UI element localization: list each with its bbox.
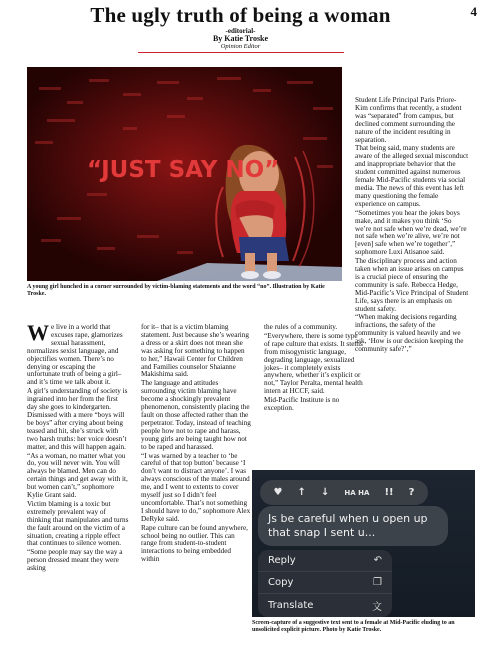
girl-left-shoe <box>241 271 259 279</box>
girl-right-shoe <box>263 271 281 279</box>
copy-icon: ❐ <box>373 577 382 588</box>
column-1-paragraph: “Some people may say the way a person dressed meant they were asking <box>27 548 123 573</box>
haha-reaction-icon[interactable]: HA HA <box>344 488 370 497</box>
reaction-bar <box>260 480 428 505</box>
column-1-paragraph: “As a woman, no matter what you do, you will never win. You will always be blamed. Men can do certain things and get away with it, but women can’t,” sophomore Kylie Grant said. <box>27 451 128 500</box>
paragraph-text: e live in a world that excuses rape, glamorizes sexual harassment, normalizes sexist language, and objectifies women. There’s no denying or escaping the unfortunate truth of being a girl– and it’s time we talk about it. <box>27 323 123 387</box>
headline: The ugly truth of being a woman <box>90 3 391 27</box>
column-3-paragraph: “Everywhere, there is some type of rape culture that exists. It stems from misogynistic language, degrading language, sexualized jokes– it completely exists anywhere, whether it’s explicit or not,” Taylor Peralta, mental health intern at HCCF, said. <box>264 331 363 396</box>
heart-reaction-icon[interactable]: ♥ <box>273 487 283 498</box>
kicker: -editorial- <box>225 27 256 35</box>
emphasis-reaction-icon[interactable]: !! <box>384 487 394 498</box>
column-4-paragraph: That being said, many students are aware of the alleged sexual misconduct and inappropriate behavior that the student committed against numerous female Mid-Pacific students via social media. The news of this event has left many questioning the female experience on campus. <box>355 144 469 208</box>
menu-item-reply[interactable] <box>258 550 392 572</box>
message-context-menu <box>258 550 392 617</box>
article-column-3 <box>264 324 364 414</box>
message-screenshot <box>252 470 475 617</box>
page-number: 4 <box>470 4 477 19</box>
column-4-paragraph: “When making decisions regarding infractions, the safety of the community is valued heavily and we ask, ‘How is our decision keeping the community safe?’,” <box>355 313 464 354</box>
menu-item-label: Copy <box>268 577 294 588</box>
column-2-paragraph: “I was warned by a teacher to ‘be careful of that top button’ because ‘I don’t want to distract anyone’. I was always conscious of the males around me, and I went to extents to cover myself just so I didn’t feel uncomfortable. That’s not something I should have to do,” sophomore Alex DeRyke said. <box>141 451 251 523</box>
drop-cap: W <box>27 320 49 345</box>
column-1-paragraph: A girl’s understanding of society is ingrained into her from the first day she goes to kindergarten. Dismissed with a mere “boys will be boys” after crying about being teased and hit, she’s struck with two harsh truths: her voice doesn’t matter, and this will happen again. <box>27 387 128 451</box>
column-4-paragraph: The disciplinary process and action taken when an issue arises on campus is a crucial piece of ensuring the community is safe. Rebecca Hedge, Mid-Pacific’s Vice Principal of Student Life, says there is an emphasis on student safety. <box>355 257 469 313</box>
illustration-caption: A young girl hunched in a corner surrounded by victim-blaming statements and the word “no”. Illustration by Katie Troske. <box>27 284 325 297</box>
byline: By Katie Troske <box>212 34 269 43</box>
column-2-paragraph: for it– that is a victim blaming statement. Just because she’s wearing a dress or a skirt does not mean she was asking for something to happen to her,” Hawaii Center for Children and Families counselor Shaianne Makishima said. <box>141 323 249 379</box>
slogan-text: “JUST SAY NO” <box>87 157 280 183</box>
column-4-paragraph: “Sometimes you hear the jokes boys make, and it makes you think ‘So we’re not safe when we’re dead, we’re not safe when we’re alive, we’re not [even] safe when we’re together’,” sophomore Luxi Atisanoe said. <box>355 208 467 257</box>
message-bubble: Js be careful when u open up that snap I sent u... <box>258 506 448 546</box>
thumbs-down-reaction-icon[interactable]: ↓ <box>320 487 330 498</box>
reply-icon: ↶ <box>373 555 382 566</box>
hero-illustration <box>27 67 342 281</box>
column-2-paragraph: The language and attitudes surrounding victim blaming have become a shockingly prevalent phenomenon, consistently placing the fault on those affected rather than the perpetrator. Today, instead of teaching people how not to rape and harass, young girls are being taught how not to be raped and harassed. <box>141 379 251 451</box>
translate-icon: 文 <box>372 601 382 613</box>
menu-item-label: Reply <box>268 555 296 566</box>
column-3-paragraph: the rules of a community. <box>264 323 338 331</box>
article-column-2 <box>141 324 251 565</box>
author-role: Opinion Editor <box>220 43 261 50</box>
question-reaction-icon[interactable]: ? <box>408 487 415 498</box>
column-3-paragraph: Mid-Pacific Institute is no exception. <box>264 396 340 413</box>
column-2-paragraph: Rape culture can be found anywhere, school being no outlier. This can range from student-to-student interactions to being embedded within <box>141 523 248 564</box>
menu-item-label: Translate <box>268 599 314 611</box>
menu-item-copy[interactable] <box>258 572 392 594</box>
thumbs-up-reaction-icon[interactable]: ↑ <box>297 487 306 498</box>
menu-item-translate[interactable] <box>258 594 392 616</box>
article-column-4 <box>355 97 469 355</box>
column-4-paragraph: Student Life Principal Paris Priore-Kim confirms that recently, a student was “separated” from campus, but declined comment surrounding the nature of the incident resulting in separation. <box>355 96 462 144</box>
column-1-paragraph: Victim blaming is a toxic but extremely prevalent way of thinking that manipulates and turns the fault around on the victim of a situation, creating a ripple effect that continues to silence women. <box>27 499 129 548</box>
screenshot-caption: Screen-capture of a suggestive text sent to a female at Mid-Pacific eluding to an unsolicited explicit picture. Photo by Katie Troske. <box>252 620 455 633</box>
column-1-paragraph <box>27 320 129 387</box>
hero-artwork <box>27 67 342 281</box>
header-rule <box>138 52 344 53</box>
article-column-1 <box>27 320 129 574</box>
